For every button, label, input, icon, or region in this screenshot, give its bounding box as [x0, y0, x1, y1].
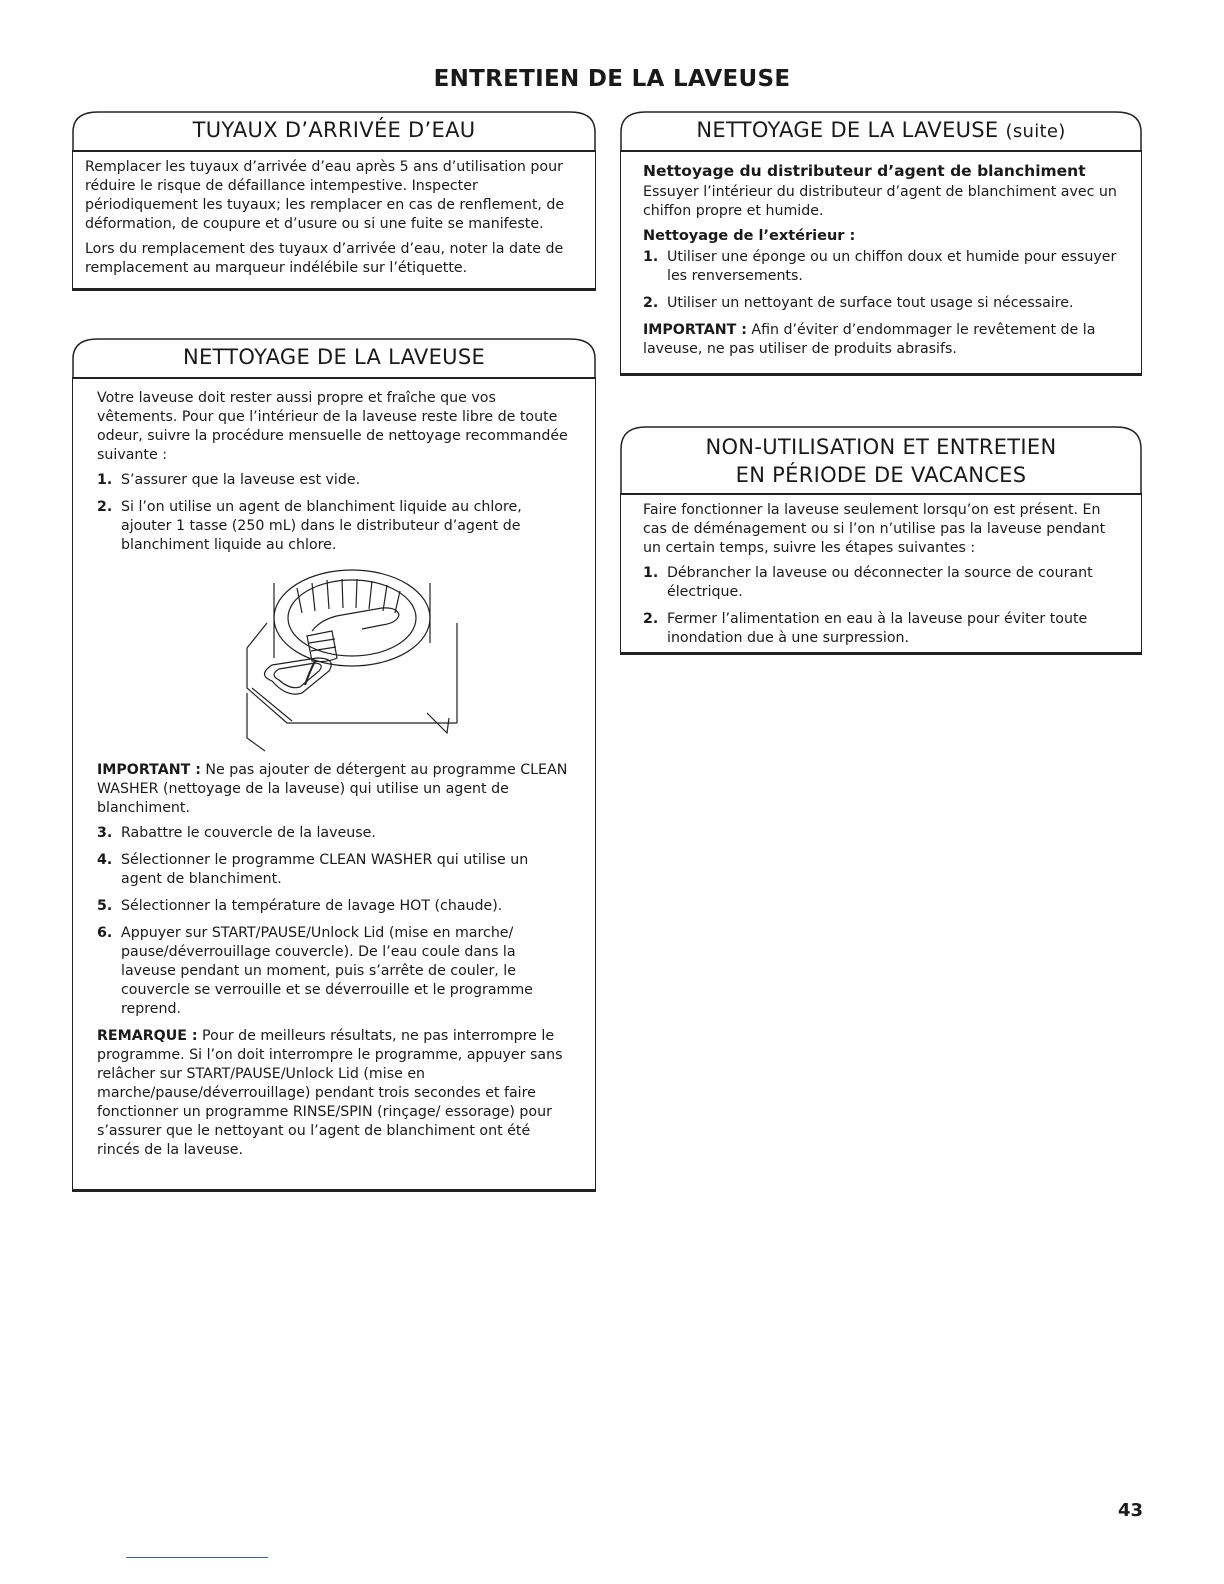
list-item: 6. Appuyer sur START/PAUSE/Unlock Lid (mise en marche/ pause/déverrouillage couvercle). De l’eau coule dans la laveuse pendant un moment, puis s’arrête de couler, le couvercle se verrouille et se déverrouille et le programme reprend.	[97, 925, 533, 1017]
vacances-title-line-1: NON-UTILISATION ET ENTRETIEN	[705, 435, 1057, 459]
nettoyage-remarque: REMARQUE : Pour de meilleurs résultats, ne pas interrompre le programme. Si l’on doit interrompre le programme, appuyer sans relâcher sur START/PAUSE/Unlock Lid (mise en marche/pause/déverrouillage) pendant trois secondes et faire fonctionner un programme RINSE/SPIN (rinçage/ essorage) pour s’assurer que le nettoyant ou l’agent de blanchiment ont été rincés de la laveuse.	[97, 1028, 563, 1158]
suite-body	[620, 150, 1142, 376]
nettoyage-steps-b	[97, 824, 569, 1019]
vacances-body	[620, 493, 1142, 655]
suite-header	[620, 110, 1142, 150]
suite-important: IMPORTANT : Afin d’éviter d’endommager le revêtement de la laveuse, ne pas utiliser de produits abrasifs.	[643, 322, 1096, 357]
nettoyage-title: NETTOYAGE DE LA LAVEUSE	[182, 345, 486, 369]
nettoyage-important: IMPORTANT : Ne pas ajouter de détergent au programme CLEAN WASHER (nettoyage de la laveuse) qui utilise un agent de blanchiment.	[97, 762, 568, 816]
vacances-section	[620, 425, 1142, 655]
suite-title: NETTOYAGE DE LA LAVEUSE (suite)	[696, 118, 1066, 142]
vacances-header	[620, 425, 1142, 493]
list-item: 1. Débrancher la laveuse ou déconnecter la source de courant électrique.	[643, 565, 1093, 600]
bleach-pour-illustration	[97, 563, 567, 753]
suite-section	[620, 110, 1142, 376]
tuyaux-paragraph-2: Lors du remplacement des tuyaux d’arrivée d’eau, noter la date de remplacement au marqueur indélébile sur l’étiquette.	[85, 241, 564, 276]
tuyaux-title: TUYAUX D’ARRIVÉE D’EAU	[192, 118, 476, 142]
suite-steps	[643, 248, 1119, 313]
nettoyage-header	[72, 337, 596, 377]
nettoyage-steps-a	[97, 471, 569, 555]
list-item: 5. Sélectionner la température de lavage HOT (chaude).	[97, 898, 503, 914]
nettoyage-body	[72, 377, 596, 1192]
vacances-intro: Faire fonctionner la laveuse seulement lorsqu’on est présent. En cas de déménagement ou si l’on n’utilise pas la laveuse pendant un certain temps, suivre les étapes suivantes :	[643, 502, 1106, 556]
tuyaux-header	[72, 110, 596, 150]
nettoyage-section	[72, 337, 596, 1192]
vacances-title-line-2: EN PÉRIODE DE VACANCES	[735, 463, 1027, 487]
tuyaux-paragraph-1: Remplacer les tuyaux d’arrivée d’eau après 5 ans d’utilisation pour réduire le risque de défaillance intempestive. Inspecter périodiquement les tuyaux; les remplacer en cas de renflement, de déformation, de coupure et d’usure ou si une fuite se manifeste.	[85, 159, 565, 232]
nettoyage-intro: Votre laveuse doit rester aussi propre et fraîche que vos vêtements. Pour que l’intérieur de la laveuse reste libre de toute odeur, suivre la procédure mensuelle de nettoyage recommandée suivante :	[97, 390, 568, 463]
tuyaux-section	[72, 110, 596, 291]
footer-rule	[126, 1557, 268, 1558]
suite-bleach-text: Essuyer l’intérieur du distributeur d’agent de blanchiment avec un chiffon propre et humide.	[643, 184, 1117, 219]
list-item: 2. Si l’on utilise un agent de blanchiment liquide au chlore, ajouter 1 tasse (250 mL) dans le distributeur d’agent de blanchiment liquide au chlore.	[97, 499, 522, 553]
list-item: 2. Utiliser un nettoyant de surface tout usage si nécessaire.	[643, 295, 1074, 311]
list-item: 3. Rabattre le couvercle de la laveuse.	[97, 825, 376, 841]
page-title: ENTRETIEN DE LA LAVEUSE	[433, 66, 791, 92]
suite-subhead-exterior: Nettoyage de l’extérieur :	[643, 228, 856, 244]
vacances-steps	[643, 564, 1119, 648]
list-item: 2. Fermer l’alimentation en eau à la laveuse pour éviter toute inondation due à une surpression.	[643, 611, 1088, 646]
suite-subhead-bleach: Nettoyage du distributeur d’agent de blanchiment	[643, 162, 1086, 180]
page-number: 43	[1118, 1500, 1144, 1521]
list-item: 1. S’assurer que la laveuse est vide.	[97, 472, 361, 488]
tuyaux-body	[72, 150, 596, 291]
list-item: 1. Utiliser une éponge ou un chiffon doux et humide pour essuyer les renversements.	[643, 249, 1117, 284]
list-item: 4. Sélectionner le programme CLEAN WASHER qui utilise un agent de blanchiment.	[97, 852, 529, 887]
